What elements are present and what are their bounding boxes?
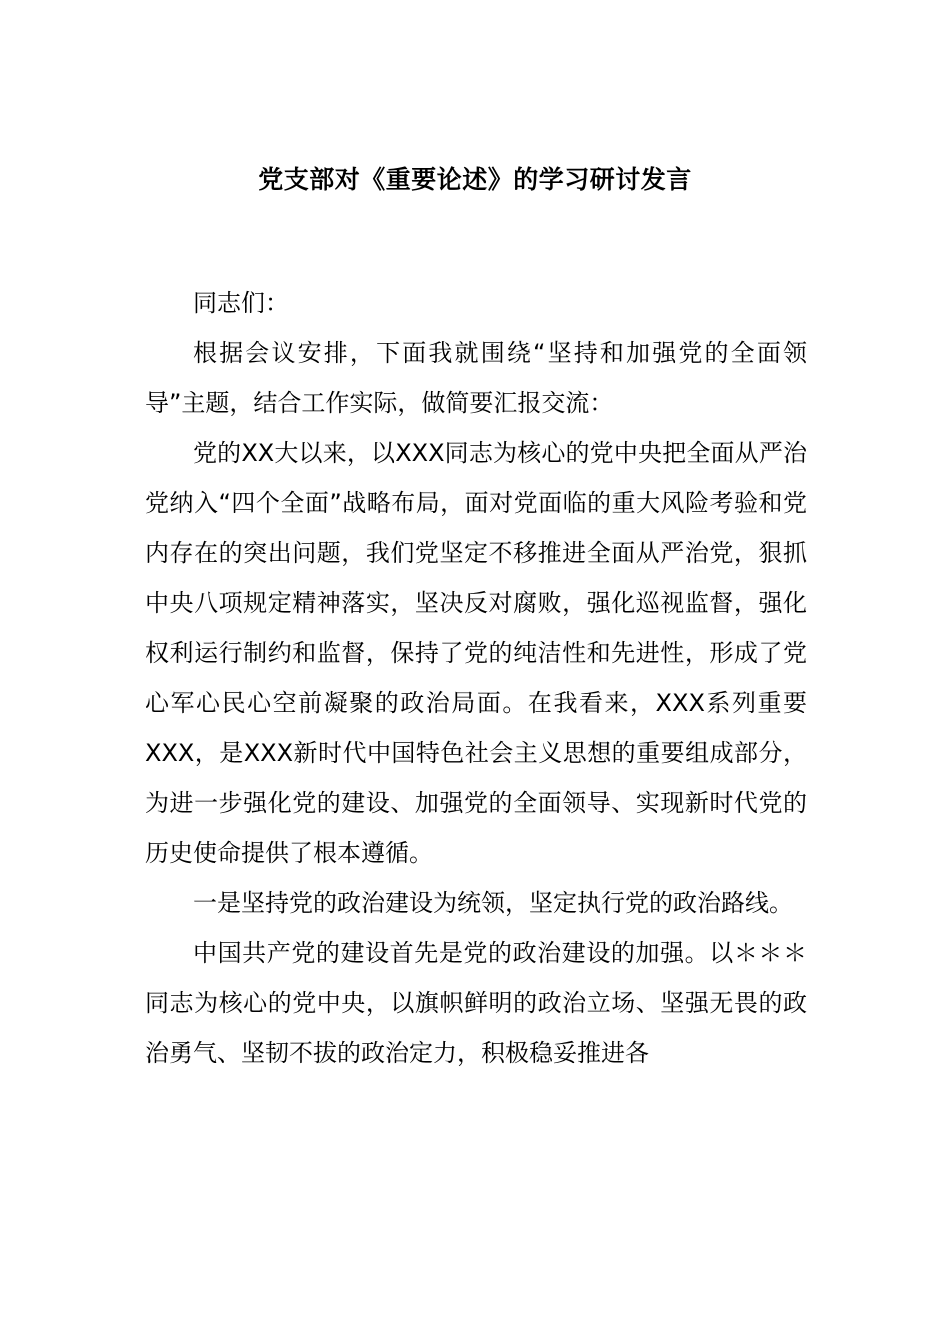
section-heading-1: 一是坚持党的政治建设为统领，坚定执行党的政治路线。 — [193, 889, 793, 917]
intro-paragraph: 根据会议安排，下面我就围绕“坚持和加强党的全面领导”主题，结合工作实际，做简要汇报交流： — [145, 339, 807, 417]
salutation-paragraph: 同志们： — [193, 289, 289, 317]
document-body — [145, 278, 807, 1078]
section-paragraph-1: 中国共产党的建设首先是党的政治建设的加强。以＊＊＊同志为核心的党中央，以旗帜鲜明的政治立场、坚强无畏的政治勇气、坚韧不拔的政治定力，积极稳妥推进各 — [145, 939, 807, 1067]
background-paragraph: 党的XX大以来，以XXX同志为核心的党中央把全面从严治党纳入“四个全面”战略布局，面对党面临的重大风险考验和党内存在的突出问题，我们党坚定不移推进全面从严治党，狠抓中央八项规定精神落实，坚决反对腐败，强化巡视监督，强化权利运行制约和监督，保持了党的纯洁性和先进性，形成了党心军心民心空前凝聚的政治局面。在我看来，XXX系列重要XXX，是XXX新时代中国特色社会主义思想的重要组成部分，为进一步强化党的建设、加强党的全面领导、实现新时代党的历史使命提供了根本遵循。 — [145, 439, 807, 867]
document-title: 党支部对《重要论述》的学习研讨发言 — [258, 165, 692, 194]
